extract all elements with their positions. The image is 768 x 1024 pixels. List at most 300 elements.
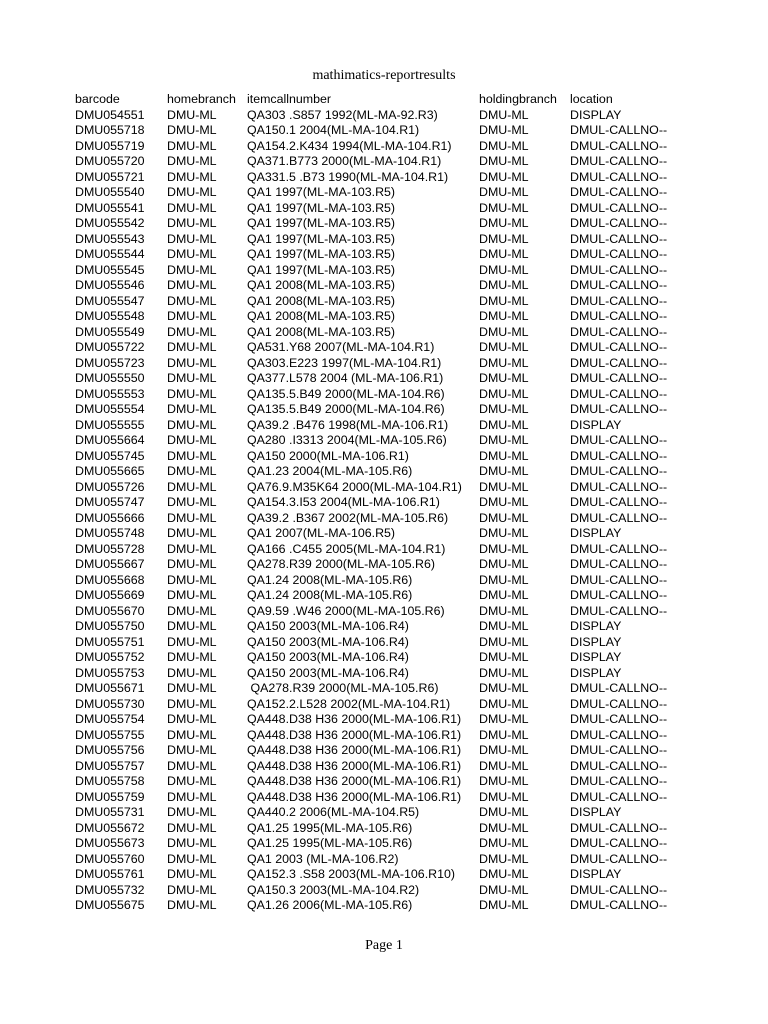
cell-barcode: DMU055758 (75, 774, 145, 788)
table-row (75, 573, 680, 589)
column-header-holdingbranch: holdingbranch (479, 92, 557, 106)
cell-barcode: DMU055750 (75, 619, 145, 633)
cell-holdingbranch: DMU-ML (479, 417, 529, 432)
table-row (75, 387, 680, 403)
table-row (75, 418, 680, 434)
cell-homebranch: DMU-ML (167, 665, 217, 680)
cell-holdingbranch: DMU-ML (479, 262, 529, 277)
cell-holdingbranch: DMU-ML (479, 743, 529, 757)
cell-itemcallnumber: QA1 2008(ML-MA-103.R5) (247, 324, 396, 339)
table-row (75, 821, 680, 837)
cell-homebranch: DMU-ML (167, 789, 217, 804)
cell-itemcallnumber: QA377.L578 2004 (ML-MA-106.R1) (247, 371, 444, 385)
table-row (75, 185, 680, 201)
table-row (75, 247, 680, 263)
cell-location: DMUL-CALLNO-- (570, 758, 668, 773)
cell-barcode: DMU055675 (75, 898, 145, 912)
cell-homebranch: DMU-ML (167, 510, 217, 525)
table-row (75, 604, 680, 620)
cell-location: DMUL-CALLNO-- (570, 495, 668, 509)
cell-barcode: DMU055546 (75, 278, 145, 292)
cell-homebranch: DMU-ML (167, 820, 217, 835)
cell-barcode: DMU055753 (75, 665, 145, 680)
cell-location: DMUL-CALLNO-- (570, 588, 668, 602)
cell-location: DMUL-CALLNO-- (570, 386, 668, 401)
cell-homebranch: DMU-ML (167, 541, 217, 556)
cell-holdingbranch: DMU-ML (479, 572, 529, 587)
cell-itemcallnumber: QA1.24 2008(ML-MA-105.R6) (247, 572, 413, 587)
cell-location: DISPLAY (570, 634, 622, 649)
cell-itemcallnumber: QA150.3 2003(ML-MA-104.R2) (247, 882, 420, 897)
cell-barcode: DMU055542 (75, 216, 145, 230)
cell-location: DMUL-CALLNO-- (570, 727, 668, 742)
cell-location: DMUL-CALLNO-- (570, 851, 668, 866)
cell-holdingbranch: DMU-ML (479, 696, 529, 711)
cell-itemcallnumber: QA150 2003(ML-MA-106.R4) (247, 619, 409, 633)
cell-holdingbranch: DMU-ML (479, 123, 529, 137)
cell-homebranch: DMU-ML (167, 851, 217, 866)
cell-holdingbranch: DMU-ML (479, 526, 529, 540)
cell-homebranch: DMU-ML (167, 650, 217, 664)
cell-holdingbranch: DMU-ML (479, 464, 529, 478)
cell-barcode: DMU055671 (75, 681, 145, 695)
report-table (75, 92, 680, 914)
table-row (75, 495, 680, 511)
table-row (75, 139, 680, 155)
cell-itemcallnumber: QA150 2000(ML-MA-106.R1) (247, 448, 409, 463)
cell-location: DMUL-CALLNO-- (570, 371, 668, 385)
cell-barcode: DMU055721 (75, 169, 145, 184)
cell-homebranch: DMU-ML (167, 107, 217, 122)
cell-location: DMUL-CALLNO-- (570, 355, 668, 370)
table-row (75, 278, 680, 294)
cell-homebranch: DMU-ML (167, 169, 217, 184)
cell-location: DISPLAY (570, 650, 622, 664)
cell-barcode: DMU055756 (75, 743, 145, 757)
cell-itemcallnumber: QA152.2.L528 2002(ML-MA-104.R1) (247, 696, 451, 711)
table-row (75, 526, 680, 542)
cell-homebranch: DMU-ML (167, 743, 217, 757)
cell-location: DMUL-CALLNO-- (570, 557, 668, 571)
cell-barcode: DMU055545 (75, 262, 145, 277)
cell-location: DMUL-CALLNO-- (570, 712, 668, 726)
cell-holdingbranch: DMU-ML (479, 185, 529, 199)
cell-barcode: DMU055548 (75, 309, 145, 323)
cell-itemcallnumber: QA440.2 2006(ML-MA-104.R5) (247, 805, 420, 819)
cell-homebranch: DMU-ML (167, 433, 217, 447)
table-row (75, 836, 680, 852)
column-header-homebranch: homebranch (167, 92, 236, 106)
table-row (75, 867, 680, 883)
cell-itemcallnumber: QA331.5 .B73 1990(ML-MA-104.R1) (247, 169, 449, 184)
table-row (75, 728, 680, 744)
cell-holdingbranch: DMU-ML (479, 216, 529, 230)
cell-location: DMUL-CALLNO-- (570, 743, 668, 757)
cell-location: DMUL-CALLNO-- (570, 278, 668, 292)
cell-holdingbranch: DMU-ML (479, 867, 529, 881)
cell-homebranch: DMU-ML (167, 417, 217, 432)
cell-homebranch: DMU-ML (167, 557, 217, 571)
table-row (75, 650, 680, 666)
cell-barcode: DMU055755 (75, 727, 145, 742)
cell-location: DMUL-CALLNO-- (570, 774, 668, 788)
cell-holdingbranch: DMU-ML (479, 169, 529, 184)
cell-homebranch: DMU-ML (167, 448, 217, 463)
cell-location: DMUL-CALLNO-- (570, 247, 668, 261)
cell-homebranch: DMU-ML (167, 572, 217, 587)
cell-homebranch: DMU-ML (167, 247, 217, 261)
table-row (75, 759, 680, 775)
cell-homebranch: DMU-ML (167, 727, 217, 742)
cell-barcode: DMU055730 (75, 696, 145, 711)
table-row (75, 340, 680, 356)
cell-holdingbranch: DMU-ML (479, 851, 529, 866)
cell-holdingbranch: DMU-ML (479, 758, 529, 773)
cell-homebranch: DMU-ML (167, 479, 217, 494)
cell-location: DMUL-CALLNO-- (570, 836, 668, 850)
cell-homebranch: DMU-ML (167, 696, 217, 711)
cell-itemcallnumber: QA1 2007(ML-MA-106.R5) (247, 526, 396, 540)
cell-itemcallnumber: QA135.5.B49 2000(ML-MA-104.R6) (247, 402, 445, 416)
table-row (75, 852, 680, 868)
cell-holdingbranch: DMU-ML (479, 479, 529, 494)
cell-barcode: DMU055553 (75, 386, 145, 401)
cell-barcode: DMU055718 (75, 123, 145, 137)
cell-location: DMUL-CALLNO-- (570, 603, 668, 618)
cell-barcode: DMU055544 (75, 247, 145, 261)
cell-location: DMUL-CALLNO-- (570, 216, 668, 230)
cell-barcode: DMU055670 (75, 603, 145, 618)
cell-holdingbranch: DMU-ML (479, 278, 529, 292)
table-row (75, 898, 680, 914)
cell-homebranch: DMU-ML (167, 634, 217, 649)
cell-homebranch: DMU-ML (167, 185, 217, 199)
cell-homebranch: DMU-ML (167, 293, 217, 308)
cell-homebranch: DMU-ML (167, 588, 217, 602)
cell-location: DMUL-CALLNO-- (570, 293, 668, 308)
table-row (75, 666, 680, 682)
cell-barcode: DMU055757 (75, 758, 145, 773)
cell-barcode: DMU055752 (75, 650, 145, 664)
table-row (75, 697, 680, 713)
table-row (75, 883, 680, 899)
cell-holdingbranch: DMU-ML (479, 665, 529, 680)
cell-location: DISPLAY (570, 805, 622, 819)
cell-barcode: DMU055541 (75, 200, 145, 215)
table-row (75, 232, 680, 248)
cell-location: DMUL-CALLNO-- (570, 433, 668, 447)
cell-holdingbranch: DMU-ML (479, 820, 529, 835)
cell-itemcallnumber: QA531.Y68 2007(ML-MA-104.R1) (247, 340, 435, 354)
cell-barcode: DMU055751 (75, 634, 145, 649)
cell-homebranch: DMU-ML (167, 355, 217, 370)
cell-barcode: DMU055673 (75, 836, 145, 850)
cell-location: DMUL-CALLNO-- (570, 696, 668, 711)
cell-homebranch: DMU-ML (167, 882, 217, 897)
cell-location: DMUL-CALLNO-- (570, 200, 668, 215)
cell-itemcallnumber: QA1.25 1995(ML-MA-105.R6) (247, 836, 413, 850)
table-row (75, 449, 680, 465)
cell-itemcallnumber: QA448.D38 H36 2000(ML-MA-106.R1) (247, 712, 462, 726)
cell-location: DMUL-CALLNO-- (570, 572, 668, 587)
table-row (75, 309, 680, 325)
table-row (75, 154, 680, 170)
cell-itemcallnumber: QA448.D38 H36 2000(ML-MA-106.R1) (247, 774, 462, 788)
cell-homebranch: DMU-ML (167, 324, 217, 339)
cell-itemcallnumber: QA135.5.B49 2000(ML-MA-104.R6) (247, 386, 445, 401)
cell-holdingbranch: DMU-ML (479, 154, 529, 168)
cell-itemcallnumber: QA1 1997(ML-MA-103.R5) (247, 247, 396, 261)
cell-location: DMUL-CALLNO-- (570, 185, 668, 199)
cell-homebranch: DMU-ML (167, 681, 217, 695)
cell-itemcallnumber: QA448.D38 H36 2000(ML-MA-106.R1) (247, 743, 462, 757)
cell-holdingbranch: DMU-ML (479, 231, 529, 246)
cell-itemcallnumber: QA1 1997(ML-MA-103.R5) (247, 216, 396, 230)
table-row (75, 263, 680, 279)
cell-location: DMUL-CALLNO-- (570, 123, 668, 137)
cell-itemcallnumber: QA39.2 .B476 1998(ML-MA-106.R1) (247, 417, 449, 432)
cell-holdingbranch: DMU-ML (479, 293, 529, 308)
table-row (75, 325, 680, 341)
cell-location: DMUL-CALLNO-- (570, 138, 668, 153)
page-number: Page 1 (365, 938, 403, 953)
cell-homebranch: DMU-ML (167, 216, 217, 230)
cell-homebranch: DMU-ML (167, 123, 217, 137)
cell-barcode: DMU055759 (75, 789, 145, 804)
cell-itemcallnumber: QA150 2003(ML-MA-106.R4) (247, 634, 409, 649)
cell-barcode: DMU055745 (75, 448, 145, 463)
cell-holdingbranch: DMU-ML (479, 340, 529, 354)
cell-holdingbranch: DMU-ML (479, 681, 529, 695)
cell-homebranch: DMU-ML (167, 836, 217, 850)
cell-barcode: DMU055748 (75, 526, 145, 540)
table-row (75, 712, 680, 728)
table-row (75, 511, 680, 527)
cell-homebranch: DMU-ML (167, 262, 217, 277)
table-row (75, 216, 680, 232)
cell-itemcallnumber: QA150.1 2004(ML-MA-104.R1) (247, 123, 420, 137)
cell-holdingbranch: DMU-ML (479, 541, 529, 556)
cell-location: DMUL-CALLNO-- (570, 309, 668, 323)
cell-barcode: DMU055723 (75, 355, 145, 370)
cell-itemcallnumber: QA76.9.M35K64 2000(ML-MA-104.R1) (247, 479, 462, 494)
cell-holdingbranch: DMU-ML (479, 727, 529, 742)
cell-location: DMUL-CALLNO-- (570, 510, 668, 525)
cell-holdingbranch: DMU-ML (479, 774, 529, 788)
cell-barcode: DMU055669 (75, 588, 145, 602)
cell-holdingbranch: DMU-ML (479, 371, 529, 385)
cell-barcode: DMU055672 (75, 820, 145, 835)
cell-itemcallnumber: QA278.R39 2000(ML-MA-105.R6) (247, 681, 439, 695)
column-header-barcode: barcode (75, 92, 120, 106)
cell-location: DMUL-CALLNO-- (570, 262, 668, 277)
cell-holdingbranch: DMU-ML (479, 836, 529, 850)
table-row (75, 635, 680, 651)
cell-barcode: DMU055722 (75, 340, 145, 354)
cell-holdingbranch: DMU-ML (479, 634, 529, 649)
cell-barcode: DMU055747 (75, 495, 145, 509)
cell-itemcallnumber: QA150 2003(ML-MA-106.R4) (247, 665, 409, 680)
cell-itemcallnumber: QA448.D38 H36 2000(ML-MA-106.R1) (247, 727, 462, 742)
cell-location: DISPLAY (570, 417, 622, 432)
cell-location: DMUL-CALLNO-- (570, 231, 668, 246)
table-row (75, 294, 680, 310)
cell-holdingbranch: DMU-ML (479, 510, 529, 525)
cell-barcode: DMU055667 (75, 557, 145, 571)
cell-holdingbranch: DMU-ML (479, 495, 529, 509)
cell-barcode: DMU055728 (75, 541, 145, 556)
cell-holdingbranch: DMU-ML (479, 247, 529, 261)
cell-barcode: DMU055555 (75, 417, 145, 432)
cell-homebranch: DMU-ML (167, 867, 217, 881)
column-header-location: location (570, 92, 613, 106)
cell-itemcallnumber: QA448.D38 H36 2000(ML-MA-106.R1) (247, 789, 462, 804)
cell-location: DMUL-CALLNO-- (570, 479, 668, 494)
cell-location: DISPLAY (570, 665, 622, 680)
cell-barcode: DMU055754 (75, 712, 145, 726)
table-row (75, 619, 680, 635)
table-row (75, 743, 680, 759)
table-row (75, 557, 680, 573)
cell-holdingbranch: DMU-ML (479, 200, 529, 215)
cell-itemcallnumber: QA303.E223 1997(ML-MA-104.R1) (247, 355, 442, 370)
cell-homebranch: DMU-ML (167, 603, 217, 618)
table-row (75, 588, 680, 604)
cell-itemcallnumber: QA1.24 2008(ML-MA-105.R6) (247, 588, 413, 602)
cell-holdingbranch: DMU-ML (479, 882, 529, 897)
table-row (75, 774, 680, 790)
cell-itemcallnumber: QA1.23 2004(ML-MA-105.R6) (247, 464, 413, 478)
cell-itemcallnumber: QA1 1997(ML-MA-103.R5) (247, 200, 396, 215)
cell-barcode: DMU055720 (75, 154, 145, 168)
cell-holdingbranch: DMU-ML (479, 712, 529, 726)
table-row (75, 108, 680, 124)
table-row (75, 805, 680, 821)
cell-itemcallnumber: QA303 .S857 1992(ML-MA-92.R3) (247, 107, 438, 122)
cell-itemcallnumber: QA152.3 .S58 2003(ML-MA-106.R10) (247, 867, 455, 881)
cell-itemcallnumber: QA1 1997(ML-MA-103.R5) (247, 185, 396, 199)
cell-barcode: DMU055668 (75, 572, 145, 587)
cell-holdingbranch: DMU-ML (479, 448, 529, 463)
page-title: mathimatics-reportresults (312, 68, 456, 83)
cell-homebranch: DMU-ML (167, 464, 217, 478)
cell-location: DISPLAY (570, 107, 622, 122)
cell-homebranch: DMU-ML (167, 805, 217, 819)
cell-itemcallnumber: QA154.2.K434 1994(ML-MA-104.R1) (247, 138, 452, 153)
cell-location: DMUL-CALLNO-- (570, 464, 668, 478)
cell-barcode: DMU055665 (75, 464, 145, 478)
cell-location: DMUL-CALLNO-- (570, 681, 668, 695)
cell-itemcallnumber: QA1 2008(ML-MA-103.R5) (247, 293, 396, 308)
cell-itemcallnumber: QA1 1997(ML-MA-103.R5) (247, 231, 396, 246)
cell-location: DMUL-CALLNO-- (570, 448, 668, 463)
cell-barcode: DMU055554 (75, 402, 145, 416)
cell-holdingbranch: DMU-ML (479, 309, 529, 323)
table-row (75, 681, 680, 697)
cell-barcode: DMU055664 (75, 433, 145, 447)
cell-itemcallnumber: QA371.B773 2000(ML-MA-104.R1) (247, 154, 442, 168)
cell-homebranch: DMU-ML (167, 526, 217, 540)
cell-holdingbranch: DMU-ML (479, 588, 529, 602)
cell-holdingbranch: DMU-ML (479, 898, 529, 912)
table-row (75, 170, 680, 186)
cell-barcode: DMU055719 (75, 138, 145, 153)
cell-holdingbranch: DMU-ML (479, 805, 529, 819)
table-row (75, 371, 680, 387)
cell-homebranch: DMU-ML (167, 898, 217, 912)
cell-homebranch: DMU-ML (167, 200, 217, 215)
cell-homebranch: DMU-ML (167, 340, 217, 354)
cell-homebranch: DMU-ML (167, 371, 217, 385)
cell-location: DMUL-CALLNO-- (570, 898, 668, 912)
cell-location: DMUL-CALLNO-- (570, 541, 668, 556)
cell-barcode: DMU055549 (75, 324, 145, 339)
cell-homebranch: DMU-ML (167, 619, 217, 633)
cell-homebranch: DMU-ML (167, 231, 217, 246)
cell-itemcallnumber: QA1 2003 (ML-MA-106.R2) (247, 851, 399, 866)
cell-location: DMUL-CALLNO-- (570, 820, 668, 835)
cell-homebranch: DMU-ML (167, 309, 217, 323)
table-row (75, 356, 680, 372)
cell-holdingbranch: DMU-ML (479, 789, 529, 804)
cell-itemcallnumber: QA448.D38 H36 2000(ML-MA-106.R1) (247, 758, 462, 773)
cell-holdingbranch: DMU-ML (479, 619, 529, 633)
cell-homebranch: DMU-ML (167, 758, 217, 773)
cell-itemcallnumber: QA280 .I3313 2004(ML-MA-105.R6) (247, 433, 447, 447)
cell-itemcallnumber: QA1 1997(ML-MA-103.R5) (247, 262, 396, 277)
cell-itemcallnumber: QA9.59 .W46 2000(ML-MA-105.R6) (247, 603, 445, 618)
cell-itemcallnumber: QA278.R39 2000(ML-MA-105.R6) (247, 557, 436, 571)
cell-itemcallnumber: QA150 2003(ML-MA-106.R4) (247, 650, 409, 664)
cell-barcode: DMU055731 (75, 805, 145, 819)
cell-homebranch: DMU-ML (167, 402, 217, 416)
cell-holdingbranch: DMU-ML (479, 650, 529, 664)
cell-homebranch: DMU-ML (167, 278, 217, 292)
cell-holdingbranch: DMU-ML (479, 355, 529, 370)
cell-itemcallnumber: QA39.2 .B367 2002(ML-MA-105.R6) (247, 510, 449, 525)
cell-homebranch: DMU-ML (167, 386, 217, 401)
table-row (75, 402, 680, 418)
cell-holdingbranch: DMU-ML (479, 603, 529, 618)
cell-barcode: DMU055732 (75, 882, 145, 897)
table-row (75, 433, 680, 449)
cell-holdingbranch: DMU-ML (479, 557, 529, 571)
cell-location: DMUL-CALLNO-- (570, 789, 668, 804)
cell-homebranch: DMU-ML (167, 154, 217, 168)
cell-barcode: DMU055543 (75, 231, 145, 246)
cell-holdingbranch: DMU-ML (479, 433, 529, 447)
cell-location: DISPLAY (570, 619, 622, 633)
cell-itemcallnumber: QA1 2008(ML-MA-103.R5) (247, 278, 396, 292)
table-row (75, 201, 680, 217)
cell-location: DMUL-CALLNO-- (570, 324, 668, 339)
cell-itemcallnumber: QA154.3.I53 2004(ML-MA-106.R1) (247, 495, 440, 509)
cell-itemcallnumber: QA1 2008(ML-MA-103.R5) (247, 309, 396, 323)
cell-homebranch: DMU-ML (167, 712, 217, 726)
cell-barcode: DMU054551 (75, 107, 145, 122)
cell-homebranch: DMU-ML (167, 138, 217, 153)
cell-barcode: DMU055666 (75, 510, 145, 525)
cell-holdingbranch: DMU-ML (479, 402, 529, 416)
cell-location: DISPLAY (570, 526, 622, 540)
cell-itemcallnumber: QA166 .C455 2005(ML-MA-104.R1) (247, 541, 446, 556)
table-row (75, 123, 680, 139)
table-header-row (75, 92, 680, 108)
cell-barcode: DMU055547 (75, 293, 145, 308)
cell-location: DMUL-CALLNO-- (570, 402, 668, 416)
cell-barcode: DMU055550 (75, 371, 145, 385)
column-header-itemcallnumber: itemcallnumber (247, 92, 332, 106)
